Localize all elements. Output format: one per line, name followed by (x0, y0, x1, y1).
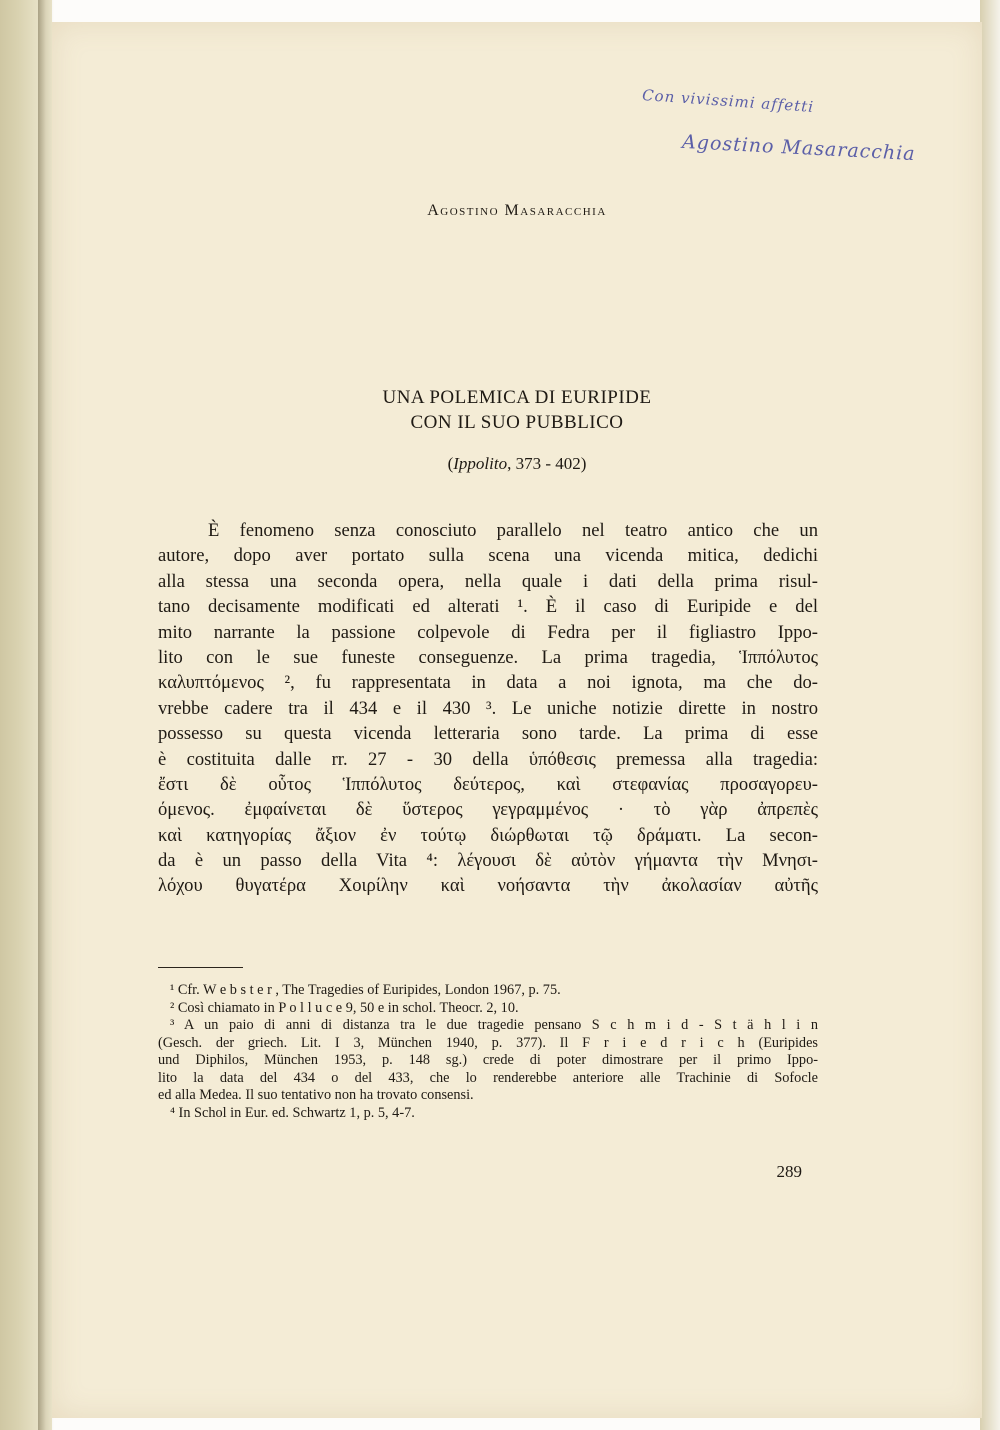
body-line: καὶ κατηγορίας ἄξιον ἐν τούτῳ διώρθωται τῷ δράματι. La secon- (158, 824, 818, 846)
footnote-3-cont: ed alla Medea. Il suo tentativo non ha trovato consensi. (158, 1087, 474, 1103)
footnote-1: ¹ Cfr. W e b s t e r , The Tragedies of Euripides, London 1967, p. 75. (170, 982, 561, 998)
body-line: tano decisamente modificati ed alterati ¹. È il caso di Euripide e del (158, 596, 818, 618)
body-line: è costituita dalle rr. 27 - 30 della ὑπόθεσις premessa alla tragedia: (158, 748, 818, 770)
body-line: vrebbe cadere tra il 434 e il 430 ³. Le uniche notizie dirette in nostro (158, 697, 818, 719)
footnote-4: ⁴ In Schol in Eur. ed. Schwartz 1, p. 5, 4-7. (170, 1104, 415, 1121)
footnote-2: ² Così chiamato in P o l l u c e 9, 50 e in schol. Theocr. 2, 10. (170, 999, 519, 1016)
page-number: 289 (776, 1162, 802, 1181)
footnote-3: ³ A un paio di anni di distanza tra le due tragedie pensano S c h m i d - S t ä h l i n (170, 1017, 818, 1033)
article-title-line-1: UNA POLEMICA DI EURIPIDE (382, 387, 652, 408)
page-right-edge (980, 0, 1000, 1430)
footnote-3-cont: (Gesch. der griech. Lit. I 3, München 1940, p. 377). Il F r i e d r i c h (Euripides (158, 1034, 818, 1051)
handwritten-signature: Agostino Masaracchia (681, 130, 917, 166)
body-line: mito narrante la passione colpevole di Fedra per il figliastro Ippo- (158, 621, 818, 643)
footnote-3-cont: und Diphilos, München 1953, p. 148 sg.) crede di poter dimostrare per il primo Ippo- (158, 1052, 818, 1068)
body-paragraph (158, 518, 818, 899)
body-line: lito con le sue funeste conseguenze. La prima tragedia, Ἱππόλυτος (158, 646, 818, 668)
article-title-line-2: CON IL SUO PUBBLICO (410, 412, 624, 433)
handwritten-dedication: Con vivissimi affetti (641, 86, 815, 116)
body-line: λόχου θυγατέρα Χοιρίλην καὶ νοήσαντα τὴν ἀκολασίαν αὐτῆς (158, 875, 818, 897)
body-line: όμενος. ἐμφαίνεται δὲ ὕστερος γεγραμμένος · τὸ γὰρ ἀπρεπὲς (158, 799, 818, 821)
footnotes (158, 982, 818, 1122)
author-name: Agostino Masaracchia (427, 202, 607, 219)
body-line: autore, dopo aver portato sulla scena una vicenda mitica, dedichi (158, 545, 818, 567)
body-line: È fenomeno senza conosciuto parallelo nel teatro antico che un (208, 520, 818, 541)
subtitle-work: Ippolito (453, 454, 508, 473)
body-line: possesso su questa vicenda letteraria sono tarde. La prima di esse (158, 723, 818, 745)
body-line: alla stessa una seconda opera, nella quale i dati della prima risul- (158, 570, 818, 592)
subtitle-range: 373 - 402 (515, 454, 581, 473)
body-line: ἔστι δὲ οὗτος Ἱππόλυτος δεύτερος, καὶ στεφανίας προσαγορευ- (158, 773, 818, 795)
footnote-rule (158, 967, 243, 968)
page-sheet (52, 22, 982, 1418)
article-subtitle: (Ippolito, 373 - 402) (447, 454, 587, 473)
footnote-3-cont: lito la data del 434 o del 433, che lo renderebbe anteriore alle Trachinie di Sofocle (158, 1069, 818, 1086)
body-line: καλυπτόμενος ², fu rappresentata in data a noi ignota, ma che do- (158, 672, 818, 694)
body-line: da è un passo della Vita ⁴: λέγουσι δὲ αὐτὸν γήμαντα τὴν Μνησι- (158, 850, 818, 872)
